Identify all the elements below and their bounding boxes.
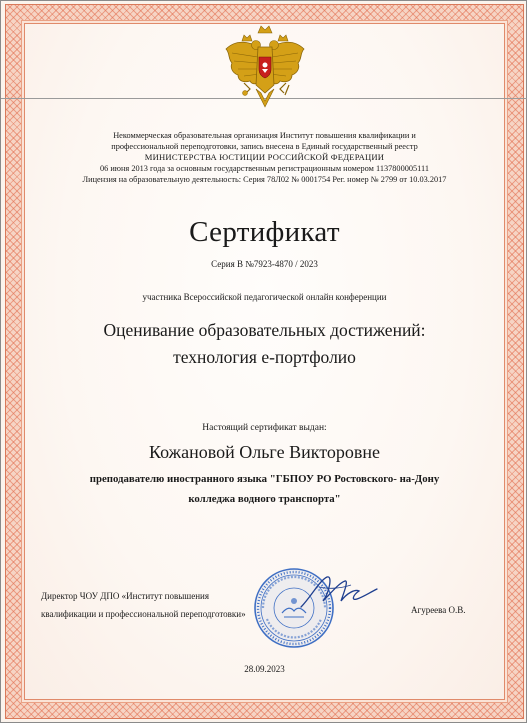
certificate-title: Сертификат [189, 216, 340, 248]
ministry-line: МИНИСТЕРСТВА ЮСТИЦИИ РОССИЙСКОЙ ФЕДЕРАЦИИ [144, 152, 385, 162]
signatory-title-line-1: Директор ЧОУ ДПО «Институт повышения [41, 591, 209, 601]
issued-label: Настоящий сертификат выдан: [202, 423, 327, 433]
position-line-2: колледжа водного транспорта" [188, 493, 341, 505]
position-line-1: преподавателю иностранного языка "ГБПОУ РО Ростовского- на-Дону [89, 473, 440, 485]
recipient-name: Кожановой Ольге Викторовне [149, 442, 380, 462]
signatory-name: Агуреева О.В. [411, 605, 466, 615]
russian-coat-of-arms-icon [222, 23, 308, 113]
organization-header [41, 130, 488, 185]
issue-date: 28.09.2023 [244, 664, 285, 674]
org-line-2: профессиональной переподготовки, запись внесена в Единый государственный реестр [111, 142, 418, 151]
conference-title-line-2: технология е-портфолио [173, 347, 356, 367]
series-number: Серия В №7923-4870 / 2023 [211, 259, 318, 269]
org-line-4: 06 июня 2013 года за основным государственным регистрационным номером 1137800005111 [99, 164, 429, 173]
org-line-1: Некоммерческая образовательная организация Институт повышения квалификации и [113, 131, 416, 140]
conference-title-line-1: Оценивание образовательных достижений: [103, 320, 426, 340]
signatory-title-line-2: квалификации и профессиональной переподготовки» [41, 609, 246, 619]
conference-title [1, 317, 527, 371]
recipient-position [31, 469, 498, 509]
participant-text: участника Всероссийской педагогической онлайн конференции [142, 292, 387, 302]
handwritten-signature-icon [293, 567, 383, 617]
license-line: Лицензия на образовательную деятельность: Серия 78Л02 № 0001754 Рег. номер № 2799 от 10.03.2017 [82, 175, 447, 184]
